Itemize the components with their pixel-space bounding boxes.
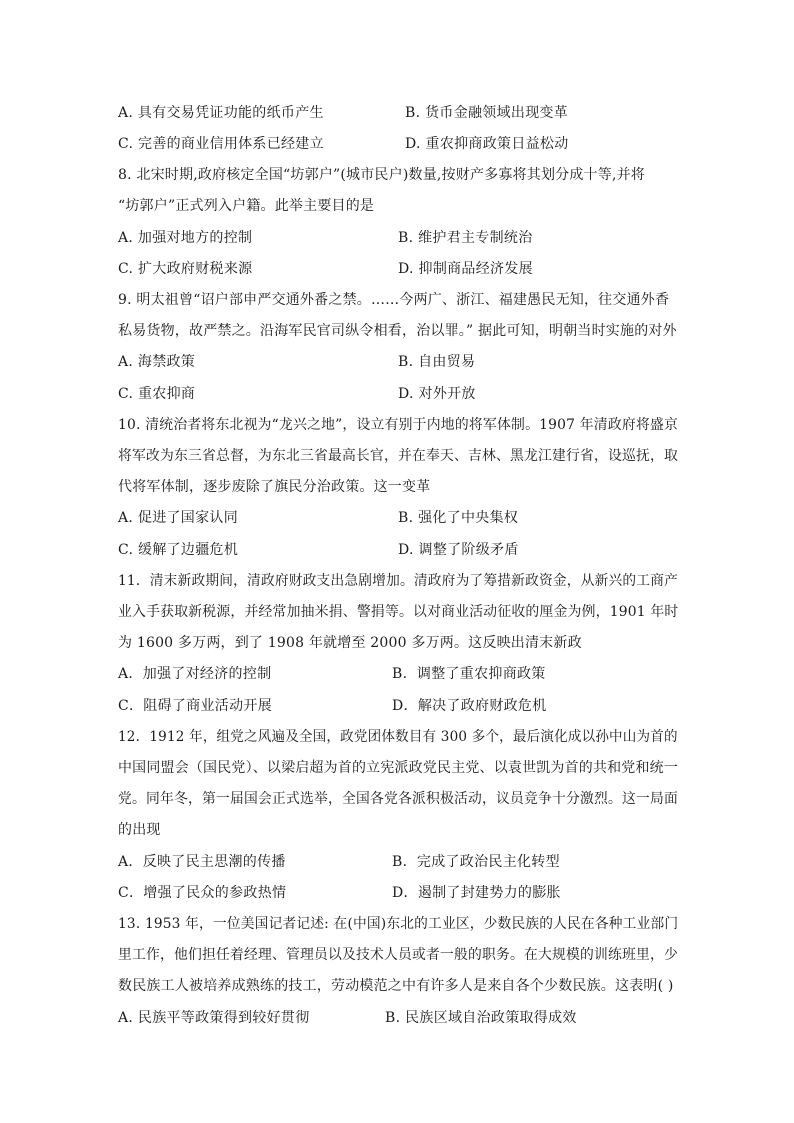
q7-option-b[interactable]: B. 货币金融领域出现变革 (405, 105, 569, 121)
q11-option-b[interactable]: B．调整了重农抑商政策 (392, 666, 546, 682)
q9-option-a[interactable]: A. 海禁政策 (118, 354, 196, 370)
q12-option-b[interactable]: B．完成了政治民主化转型 (392, 854, 560, 870)
q12-option-a[interactable]: A．反映了民主思潮的传播 (118, 854, 286, 870)
q8-option-b[interactable]: B. 维护君主专制统治 (398, 230, 533, 246)
q12-option-d[interactable]: D．遏制了封建势力的膨胀 (392, 885, 561, 901)
q8-option-d[interactable]: D. 抑制商品经济发展 (398, 261, 533, 277)
q13-stem-line-3: 数民族工人被培养成熟练的技工，劳动模范之中有许多人是来自各个少数民族。这表明( ) (118, 978, 674, 994)
q13-option-b[interactable]: B. 民族区域自治政策取得成效 (385, 1010, 577, 1026)
q7-option-c[interactable]: C. 完善的商业信用体系已经建立 (118, 136, 324, 152)
q9-option-c[interactable]: C. 重农抑商 (118, 386, 196, 402)
q12-option-c[interactable]: C．增强了民众的参政热情 (118, 885, 287, 901)
q10-stem-line-2: 将军改为东三省总督，为东北三省最高长官，并在奉天、吉林、黑龙江建行省，设巡抚，取 (118, 448, 678, 464)
q12-stem-line-4: 的出现 (118, 822, 161, 838)
q10-option-b[interactable]: B. 强化了中央集权 (398, 510, 519, 526)
q10-option-a[interactable]: A. 促进了国家认同 (118, 510, 239, 526)
q7-option-d[interactable]: D. 重农抑商政策日益松动 (405, 136, 569, 152)
q7-option-a[interactable]: A. 具有交易凭证功能的纸币产生 (118, 105, 324, 121)
q9-option-d[interactable]: D. 对外开放 (398, 386, 476, 402)
q13-stem-line-1: 13. 1953 年，一位美国记者记述: 在(中国)东北的工业区，少数民族的人民在各种工业部门 (118, 916, 679, 932)
q8-stem-line-2: “坊郭户”正式列入户籍。此举主要目的是 (118, 198, 375, 214)
q12-stem-line-3: 党。同年冬，第一届国会正式选举，全国各党各派积极活动，议员竞争十分激烈。这一局面 (118, 791, 678, 807)
q12-stem-line-1: 12．1912 年，组党之风遍及全国，政党团体数目有 300 多个，最后演化成以孙中山为首的 (118, 729, 678, 745)
q10-option-d[interactable]: D. 调整了阶级矛盾 (398, 542, 519, 558)
q11-stem-line-2: 业入手获取新税源，并经常加抽米捐、警捐等。以对商业活动征收的厘金为例，1901 年时 (118, 604, 679, 620)
q13-option-a[interactable]: A. 民族平等政策得到较好贯彻 (118, 1010, 310, 1026)
q9-stem-line-1: 9. 明太祖曾“诏户部申严交通外番之禁。……今两广、浙江、福建愚民无知，往交通外香 (118, 292, 670, 308)
q11-option-a[interactable]: A．加强了对经济的控制 (118, 666, 272, 682)
q11-option-c[interactable]: C．阻碍了商业活动开展 (118, 698, 273, 714)
q8-option-c[interactable]: C. 扩大政府财税来源 (118, 261, 253, 277)
q9-option-b[interactable]: B. 自由贸易 (398, 354, 476, 370)
q13-stem-line-2: 里工作，他们担任着经理、管理员以及技术人员或者一般的职务。在大规模的训练班里，少 (118, 947, 678, 963)
q10-option-c[interactable]: C. 缓解了边疆危机 (118, 542, 239, 558)
q11-stem-line-1: 11．清末新政期间，清政府财政支出急剧增加。清政府为了筹措新政资金，从新兴的工商产 (118, 573, 679, 589)
q10-stem-line-1: 10. 清统治者将东北视为“龙兴之地”，设立有别于内地的将军体制。1907 年清政府将盛京 (118, 417, 679, 433)
q11-option-d[interactable]: D．解决了政府财政危机 (392, 698, 547, 714)
q11-stem-line-3: 为 1600 多万两，到了 1908 年就增至 2000 多万两。这反映出清末新政 (118, 635, 582, 651)
q10-stem-line-3: 代将军体制，逐步废除了旗民分治政策。这一变革 (118, 479, 431, 495)
q9-stem-line-2: 私易货物，故严禁之。沿海军民官司纵令相看，治以罪。” 据此可知，明朝当时实施的对外 (118, 323, 677, 339)
q8-stem-line-1: 8. 北宋时期,政府核定全国“坊郭户”(城市民户)数量,按财产多寡将其划分成十等,并将 (118, 167, 645, 183)
q8-option-a[interactable]: A. 加强对地方的控制 (118, 230, 253, 246)
q12-stem-line-2: 中国同盟会（国民党）、以梁启超为首的立宪派政党民主党、以袁世凯为首的共和党和统一 (118, 760, 678, 776)
